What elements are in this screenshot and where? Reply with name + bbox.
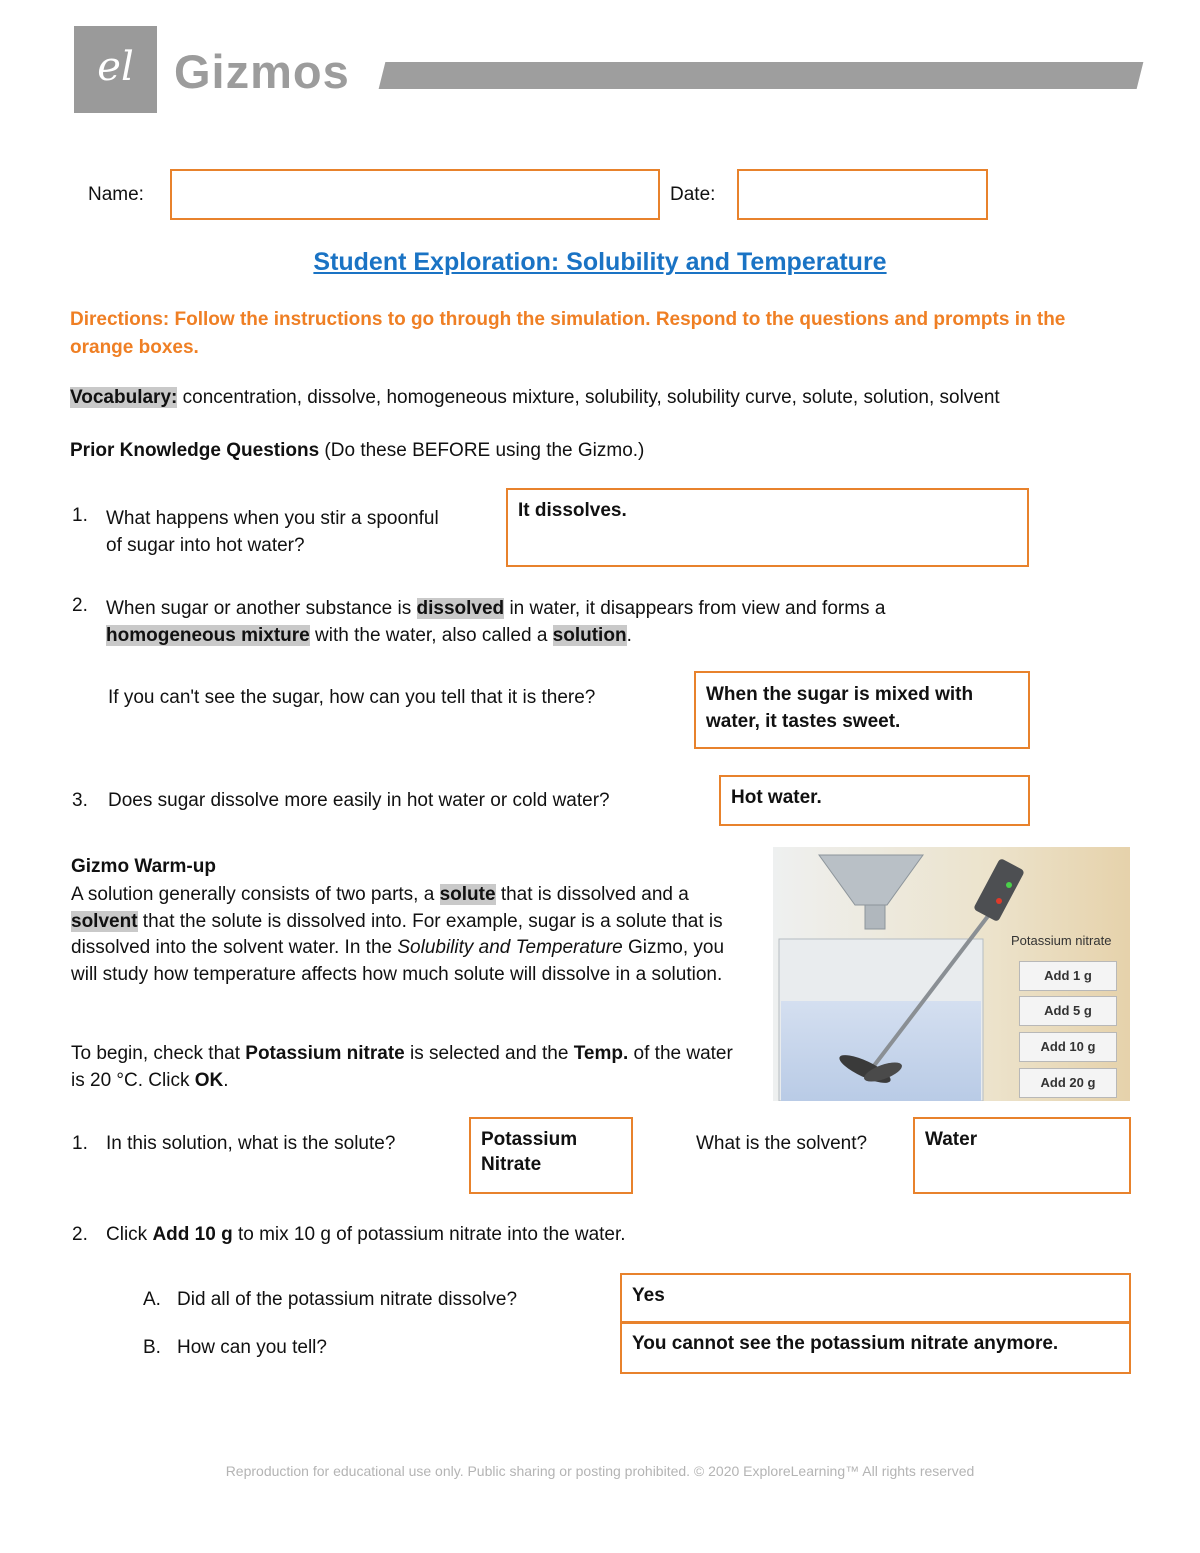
term-dissolved: dissolved (416, 598, 505, 619)
warmup-paragraph-2 (71, 1041, 751, 1094)
q1-question (106, 505, 439, 559)
vocabulary-terms: concentration, dissolve, homogeneous mixture, solubility, solubility curve, solute, solution, solvent (177, 387, 1000, 408)
logo (74, 26, 157, 113)
term-ok: OK (194, 1069, 224, 1091)
warmup-p1-c: that the solute is dissolved into. For example, sugar is a solute that is dissolved into the solvent water. In the (71, 910, 723, 958)
warmup-solvent-question: What is the solvent? (696, 1133, 868, 1154)
q2-text-d: . (626, 625, 632, 646)
q3-answer-box[interactable] (719, 775, 1030, 826)
warmup-q2-question (106, 1224, 626, 1246)
warmup-heading: Gizmo Warm-up (71, 856, 216, 877)
warmup-p1-d: Gizmo, you will study how temperature affects how much solute will dissolve in a solution. (71, 937, 725, 985)
q2-question (106, 595, 1046, 649)
q3-number: 3. (72, 790, 88, 811)
warmup-p2-c: of the water is 20 °C. Click (71, 1043, 733, 1091)
brand-name: Gizmos (174, 45, 350, 98)
name-label: Name: (88, 184, 144, 205)
qb-answer-box[interactable] (620, 1321, 1131, 1374)
warmup-q2-b: to mix 10 g of potassium nitrate into the water. (232, 1224, 626, 1245)
term-solvent: solvent (71, 910, 138, 932)
warmup-p1-b: that is dissolved and a (495, 884, 689, 905)
q1-answer: It dissolves. (518, 500, 627, 521)
warmup-p2-a: To begin, check that (71, 1043, 246, 1064)
vocabulary (70, 387, 1150, 409)
page-title: Student Exploration: Solubility and Temperature (313, 248, 887, 276)
term-solute: solute (439, 884, 496, 905)
q2-subquestion: If you can't see the sugar, how can you tell that it is there? (108, 687, 596, 708)
prior-knowledge-heading (70, 440, 644, 462)
warmup-paragraph-1 (71, 882, 751, 988)
q1-line2: of sugar into hot water? (106, 535, 305, 556)
name-field[interactable] (170, 169, 660, 220)
q2-text-c: with the water, also called a (309, 625, 553, 646)
footer: Reproduction for educational use only. Public sharing or posting prohibited. © 2020 ExploreLearning™ All rights reserved (225, 1463, 975, 1479)
warmup-q2-number: 2. (72, 1224, 88, 1245)
simulation-screenshot (773, 847, 1130, 1101)
solute-answer: Potassium Nitrate (481, 1129, 578, 1175)
qa-letter: A. (143, 1289, 161, 1310)
term-homogeneous-mixture: homogeneous mixture (106, 625, 310, 646)
solvent-answer-box[interactable] (913, 1117, 1131, 1194)
name-value (172, 165, 192, 202)
sim-add-1g-button[interactable]: Add 1 g (1019, 961, 1117, 991)
q1-line1: What happens when you stir a spoonful (106, 508, 439, 529)
solute-answer-box[interactable] (469, 1117, 633, 1194)
date-label: Date: (670, 184, 716, 205)
date-value (739, 165, 759, 202)
header-bar (379, 62, 1144, 89)
prior-heading-text: Prior Knowledge Questions (70, 440, 320, 461)
q2-text-b: in water, it disappears from view and forms a (504, 598, 886, 619)
qb-question: How can you tell? (177, 1337, 327, 1358)
qb-letter: B. (143, 1337, 161, 1358)
qa-question: Did all of the potassium nitrate dissolve? (177, 1289, 518, 1310)
directions: Directions: Follow the instructions to go through the simulation. Respond to the questions and prompts in the orange boxes. (70, 309, 1066, 358)
q2-number: 2. (72, 595, 88, 616)
q2-text-a: When sugar or another substance is (106, 598, 417, 619)
qa-answer-box[interactable] (620, 1273, 1131, 1324)
logo-glyph: el (97, 44, 134, 90)
term-potassium-nitrate: Potassium nitrate (245, 1043, 405, 1064)
q1-number: 1. (72, 505, 88, 526)
warmup-q2-a: Click (106, 1224, 153, 1245)
qa-answer: Yes (632, 1285, 665, 1306)
q2-answer: When the sugar is mixed with water, it tastes sweet. (706, 684, 974, 732)
warmup-q1-question: In this solution, what is the solute? (106, 1133, 396, 1154)
q3-question: Does sugar dissolve more easily in hot water or cold water? (108, 790, 610, 811)
q1-answer-box[interactable] (506, 488, 1029, 567)
warmup-q1-number: 1. (72, 1133, 88, 1154)
term-temp: Temp. (573, 1043, 629, 1064)
q3-answer: Hot water. (731, 787, 822, 808)
q2-answer-box[interactable] (694, 671, 1030, 749)
vocabulary-label: Vocabulary: (70, 387, 178, 408)
warmup-p2-d: . (223, 1069, 229, 1091)
qb-answer: You cannot see the potassium nitrate anymore. (632, 1333, 1059, 1354)
solvent-answer: Water (925, 1129, 978, 1150)
warmup-p2-b: is selected and the (404, 1043, 574, 1064)
term-add-10g: Add 10 g (152, 1224, 233, 1245)
sim-add-5g-button[interactable]: Add 5 g (1019, 996, 1117, 1026)
warmup-p1-a: A solution generally consists of two parts, a (71, 884, 440, 905)
prior-note: (Do these BEFORE using the Gizmo.) (319, 440, 645, 461)
gizmo-name: Solubility and Temperature (397, 937, 623, 958)
sim-add-10g-button[interactable]: Add 10 g (1019, 1032, 1117, 1062)
sim-add-20g-button[interactable]: Add 20 g (1019, 1068, 1117, 1098)
term-solution: solution (552, 625, 627, 646)
sim-solute-label: Potassium nitrate (1011, 933, 1112, 948)
date-field[interactable] (737, 169, 988, 220)
